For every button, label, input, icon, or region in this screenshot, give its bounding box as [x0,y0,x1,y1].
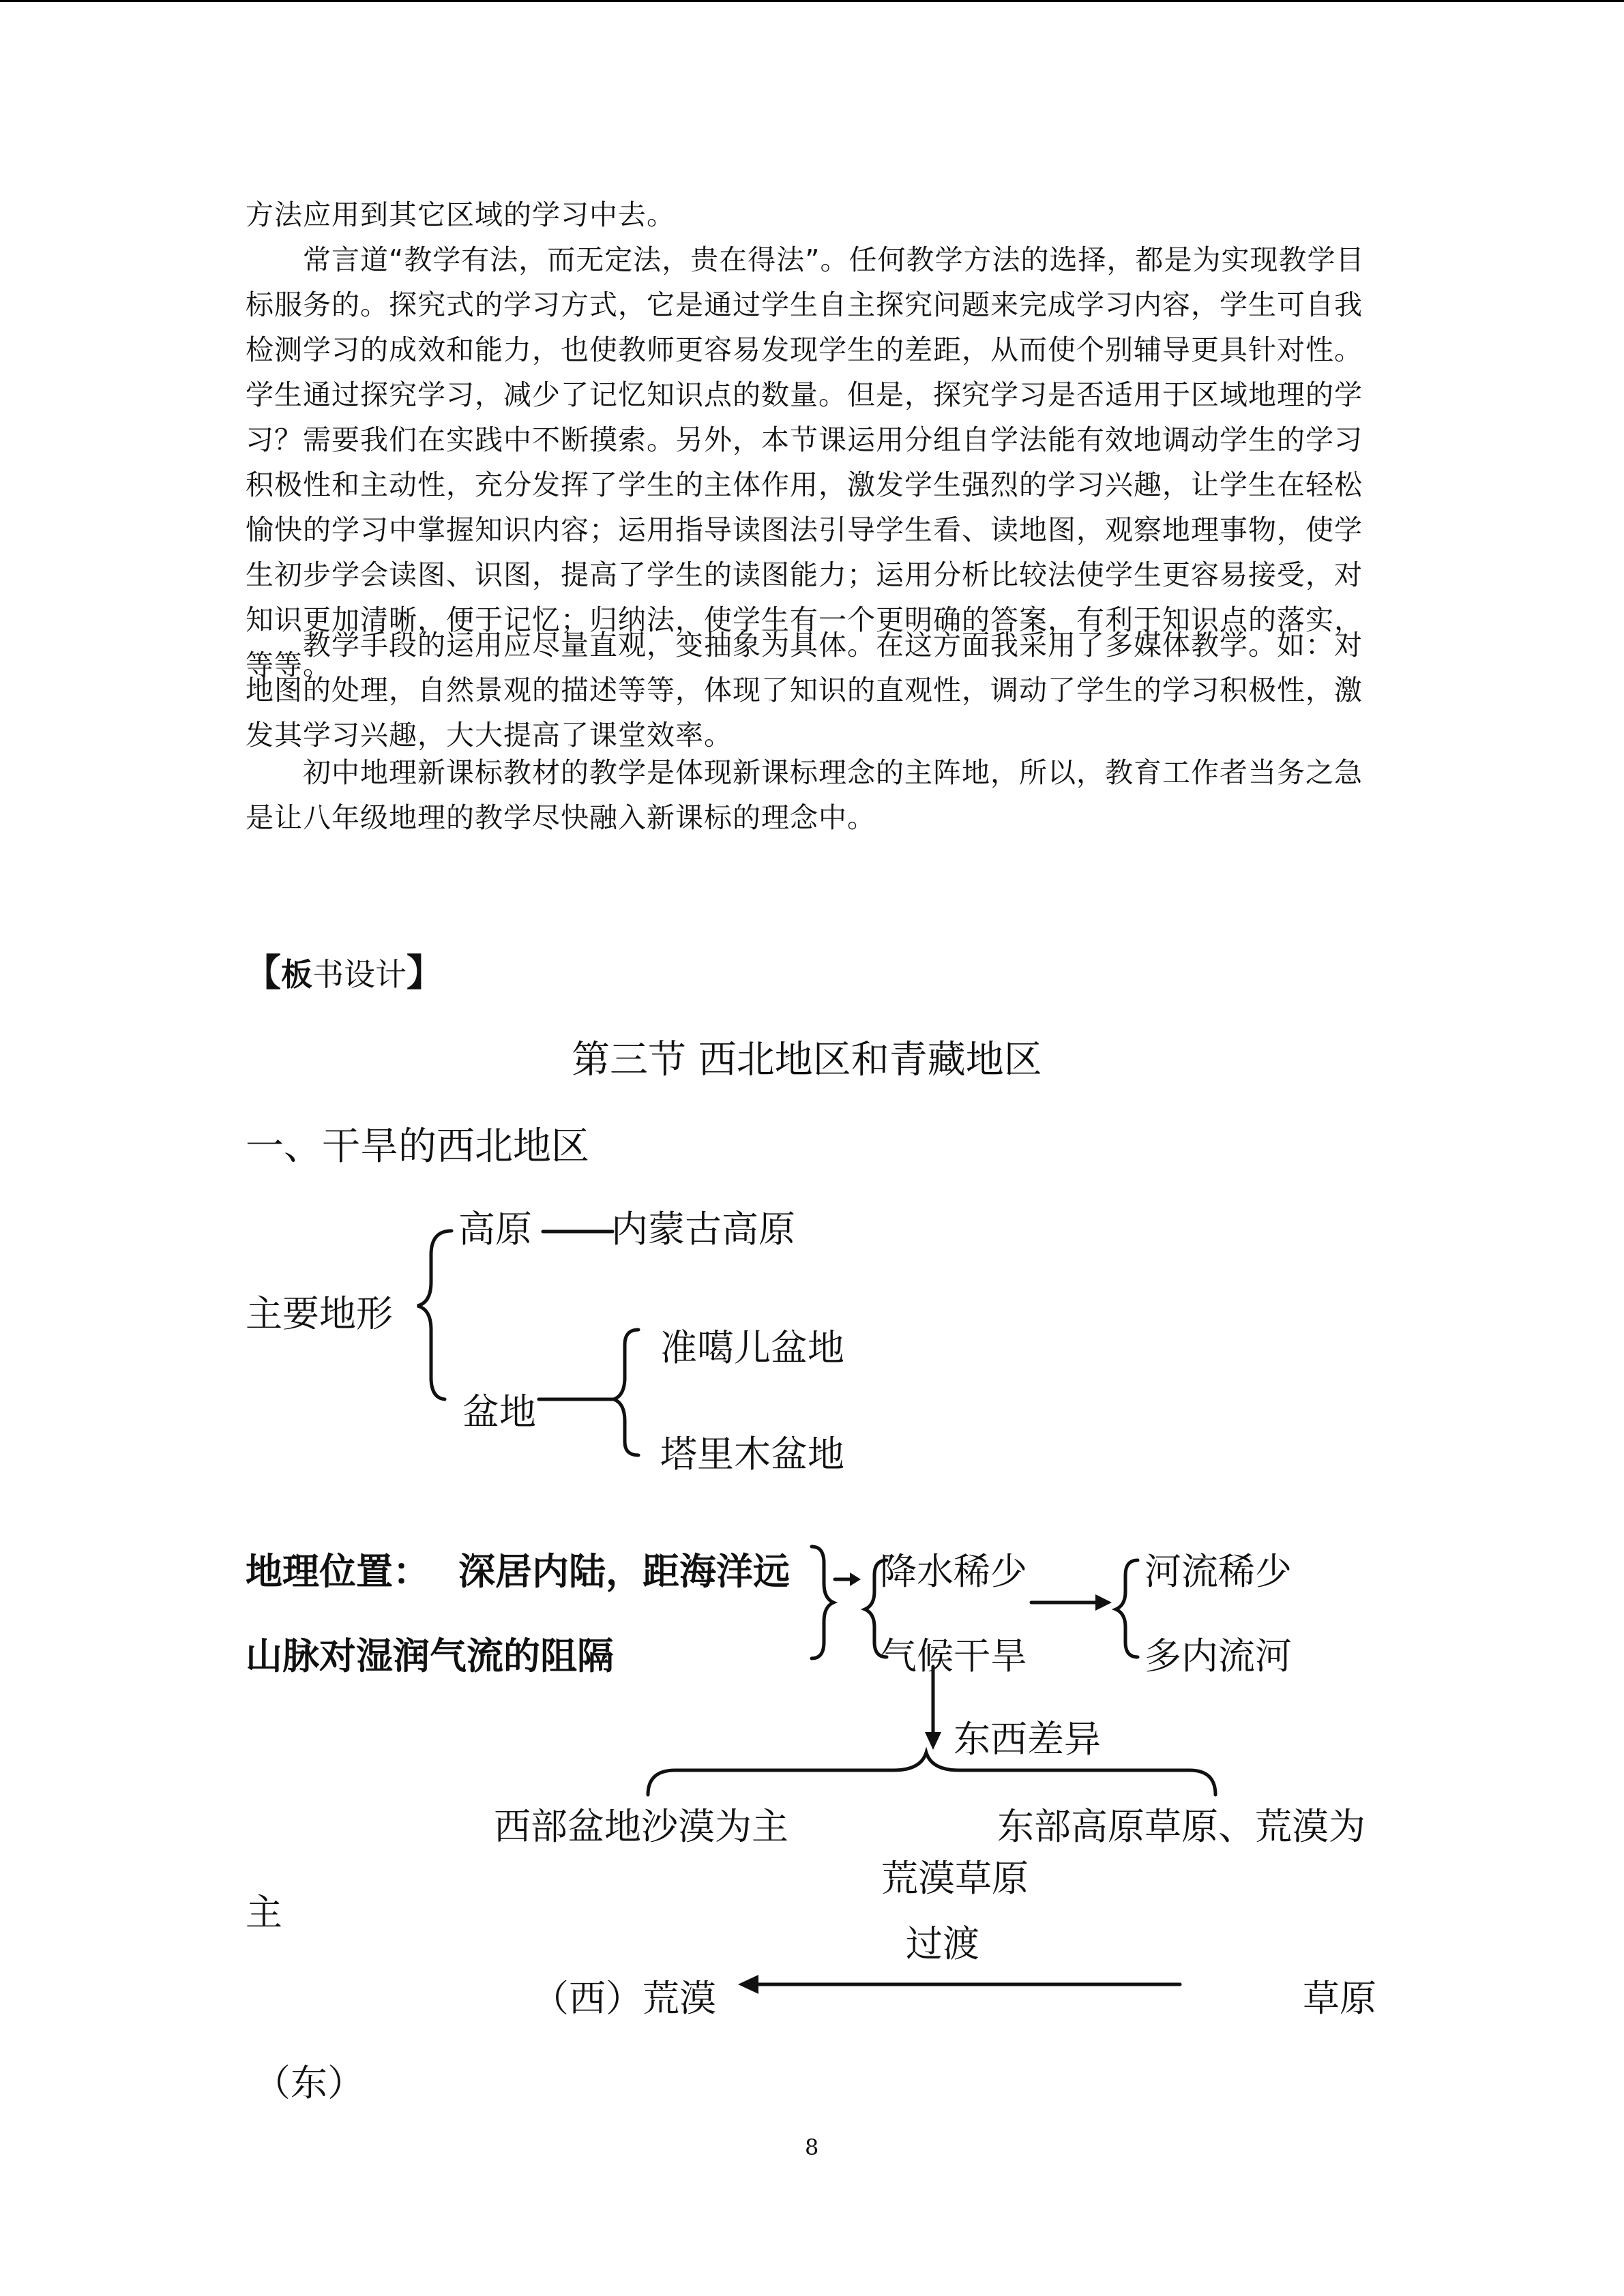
section-title: 第三节 西北地区和青藏地区 [572,1038,1042,1082]
effect-low-precipitation: 降水稀少 [880,1550,1027,1593]
desert-steppe: 荒漠草原 [881,1857,1029,1900]
landform-label: 主要地形 [246,1292,393,1335]
transition-label: 过渡 [906,1922,979,1965]
west-desert-end: （西）荒漠 [532,1977,716,2020]
effect-arid-climate: 气候干旱 [880,1635,1027,1678]
factor-mountains: 山脉对湿润气流的阻隔 [246,1635,614,1678]
paragraph-conclusion: 初中地理新课标教材的教学是体现新课标理念的主阵地，所以，教育工作者当务之急是让八年级地理的教学尽快融入新课标的理念中。 [246,756,1363,834]
basin-label: 盆地 [462,1390,536,1433]
diff-brace [648,1753,1215,1795]
east-grassland-end: 草原 [1303,1977,1376,2020]
plateau-label: 高原 [458,1208,532,1251]
basin-brace [614,1330,638,1455]
basin-tarim: 塔里木盆地 [660,1433,844,1476]
result-few-rivers: 河流稀少 [1145,1550,1292,1593]
basin-junggar: 准噶儿盆地 [660,1326,844,1369]
east-tag: （东） [254,2061,364,2104]
down-arrow-head [925,1732,941,1750]
cause-arrow-head [850,1572,861,1586]
location-label: 地理位置： [246,1550,430,1593]
factor-inland: 深居内陆，距海洋远 [458,1550,790,1593]
result-inland-rivers: 多内流河 [1145,1635,1292,1678]
paragraph-teaching-methods: 常言道“教学有法，而无定法，贵在得法”。任何教学方法的选择，都是为实现教学目标服务的。探究式的学习方式，它是通过学生自主探究问题来完成学习内容，学生可自我检测学习的成效和能力，也使教师更容易发现学生的差距，从而使个别辅导更具针对性。学生通过探究学习，减少了记忆知识点的数量。但是，探究学习是否适用于区域地理的学习？需要我们在实践中不断摸索。另外，本节课运用分组自学法能有效地调动学生的学习积极性和主动性，充分发挥了学生的主体作用，激发学生强烈的学习兴趣，让学生在轻松愉快的学习中掌握知识内容；运用指导读图法引导学生看、读地图，观察地理事物，使学生初步学会读图、识图，提高了学生的读图能力；运用分析比较法使学生更容易接受，对知识更加清晰，便于记忆；归纳法，使学生有一个更明确的答案，有利于知识点的落实，等等。 [246,243,1365,681]
east-grassland: 东部高原草原、荒漠为 [997,1805,1365,1848]
heading-rest: 书设计 [312,956,407,993]
cause-brace [812,1547,833,1658]
top-border-line [0,0,1624,2]
heading-right-bracket: 】 [407,951,443,994]
board-design-heading [244,944,443,996]
paragraph-teaching-means: 教学手段的运用应尽量直观，变抽象为具体。在这方面我采用了多媒体教学。如：对地图的处理，自然景观的描述等等，体现了知识的直观性，调动了学生的学习积极性，激发其学习兴趣，大大提高了课堂效率。 [246,629,1363,751]
subsection-title: 一、干旱的西北地区 [246,1124,589,1169]
page-number: 8 [805,2134,819,2160]
east-grassland-cont: 主 [246,1891,282,1934]
west-desert: 西部盆地沙漠为主 [494,1805,788,1848]
heading-left-bracket: 【 [244,951,281,994]
east-west-diff-label: 东西差异 [954,1718,1101,1761]
transition-arrow-head [738,1975,758,1994]
paragraph-continuation: 方法应用到其它区域的学习中去。 [246,198,675,231]
plateau-example: 内蒙古高原 [611,1208,795,1251]
heading-bold-char: 板 [281,956,312,993]
effect-arrow-head [1095,1594,1112,1611]
result-brace [1116,1560,1138,1657]
landform-brace [417,1231,452,1399]
